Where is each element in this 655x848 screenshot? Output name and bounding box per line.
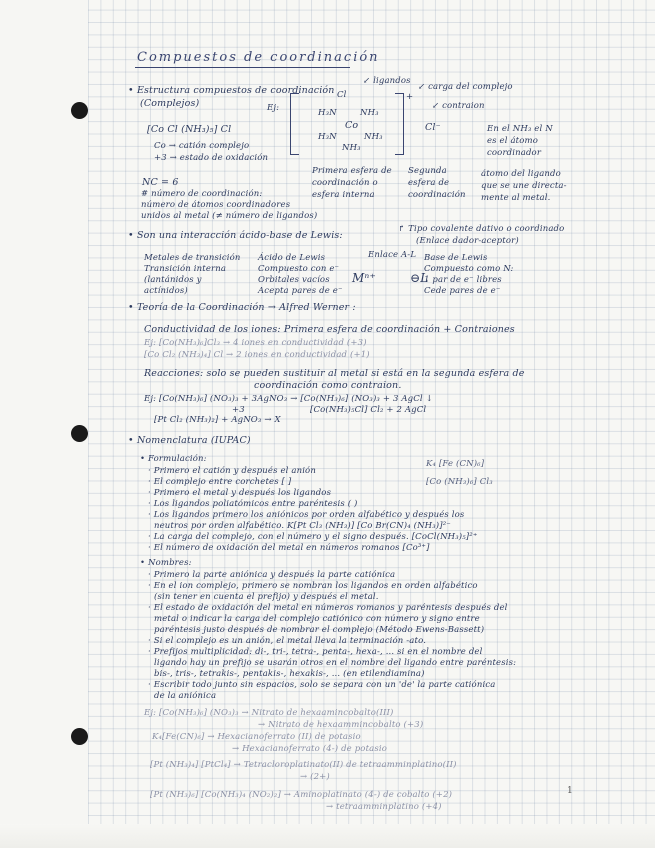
formulation-heading: • Formulación: bbox=[140, 454, 207, 464]
naming-rule: ligando hay un prefijo se usarán otros en el nombre del ligando entre paréntesis: bbox=[154, 658, 517, 668]
structure-bracket-right bbox=[395, 93, 404, 155]
section-heading: • Nomenclatura (IUPAC) bbox=[128, 435, 251, 446]
conductivity-example-2: [Co Cl₂ (NH₃)₄] Cl → 2 iones en conductividad (+1) bbox=[144, 350, 370, 360]
section-heading: • Teoría de la Coordinación → Alfred Werner : bbox=[128, 302, 356, 313]
base-list: 1 par de e⁻ libres bbox=[424, 275, 502, 285]
complex-charge: + bbox=[406, 92, 414, 102]
equation-1: Ej: [Co(NH₃)₆] (NO₃)₃ + 3AgNO₃ → [Co(NH₃)₆] (NO₃)₃ + 3 AgCl ↓ bbox=[144, 394, 433, 404]
formulation-rule: · La carga del complejo, con el número y el signo después. [CoCl(NH₃)₅]²⁺ bbox=[148, 532, 478, 542]
page-number: 1 bbox=[567, 786, 573, 796]
second-sphere-3: coordinación bbox=[408, 190, 466, 200]
cation-note: Co → catión complejo bbox=[154, 141, 250, 151]
naming-example: → (2+) bbox=[300, 772, 330, 782]
equation-1-charge: +3 bbox=[232, 405, 245, 415]
structure-cl: Cl bbox=[337, 90, 347, 100]
naming-example: Ej: [Co(NH₃)₆] (NO₃)₃ → Nitrato de hexaamincobalto(III) bbox=[144, 708, 394, 718]
nc-definition-2: número de átomos coordinadores bbox=[141, 200, 291, 210]
naming-example: K₄[Fe(CN)₆] → Hexacianoferrato (II) de potasio bbox=[152, 732, 361, 742]
atom-note-2: que se une directa- bbox=[481, 181, 567, 191]
formulation-rule: · Primero el catión y después el anión bbox=[148, 466, 316, 476]
metals-list: (lantánidos y bbox=[144, 275, 202, 285]
reactions-line-2: coordinación como contraion. bbox=[254, 380, 402, 391]
bond-type-1: ↱ Tipo covalente dativo o coordinado bbox=[398, 224, 565, 234]
names-heading: • Nombres: bbox=[140, 558, 192, 568]
example-label: Ej: bbox=[267, 103, 280, 113]
naming-example: → tetraamminplatino (+4) bbox=[326, 802, 442, 812]
structure-bracket-left bbox=[290, 93, 299, 155]
formulation-rule: · Primero el metal y después los ligandos bbox=[148, 488, 332, 498]
nh3-note-2: es el átomo bbox=[487, 136, 538, 146]
metals-list: actínidos) bbox=[144, 286, 188, 296]
base-list: Cede pares de e⁻ bbox=[424, 286, 501, 296]
section-subheading: (Complejos) bbox=[140, 98, 200, 109]
naming-example: [Pt (NH₃)₄] [PtCl₄] → Tetracloroplatinato(II) de tetraamminplatino(II) bbox=[150, 760, 457, 770]
acid-list: Ácido de Lewis bbox=[258, 253, 326, 263]
naming-example: → Nitrato de hexaammincobalto (+3) bbox=[258, 720, 424, 730]
first-sphere-3: esfera interna bbox=[312, 190, 375, 200]
formulation-example: [Co (NH₃)₆] Cl₃ bbox=[426, 477, 493, 487]
nc-definition-1: # número de coordinación: bbox=[141, 189, 263, 199]
second-sphere-2: esfera de bbox=[408, 178, 450, 188]
naming-rule: · En el ion complejo, primero se nombran los ligandos en orden alfabético bbox=[148, 581, 478, 591]
first-sphere-1: Primera esfera de bbox=[312, 166, 392, 176]
structure-co: Co bbox=[345, 120, 359, 131]
formulation-rule: · Los ligandos primero los aniónicos por orden alfabético y después los bbox=[148, 510, 465, 520]
formulation-rule: · Los ligandos poliatómicos entre paréntesis ( ) bbox=[148, 499, 358, 509]
bond-label: Enlace A-L bbox=[368, 250, 417, 260]
metals-list: Metales de transición bbox=[144, 253, 241, 263]
naming-rule: bis-, tris-, tetrakis-, pentakis-, hexakis-, ... (en etilendiamina) bbox=[154, 669, 425, 679]
reactions-line: Reacciones: solo se pueden sustituir al metal si está en la segunda esfera de bbox=[144, 368, 525, 379]
structure-nh3-top: NH₃ bbox=[360, 108, 379, 118]
structure-h3n-top: H₃N bbox=[318, 108, 337, 118]
base-list: Base de Lewis bbox=[424, 253, 488, 263]
nh3-note-1: En el NH₃ el N bbox=[487, 124, 553, 134]
oxidation-note: +3 → estado de oxidación bbox=[154, 153, 269, 163]
first-sphere-2: coordinación o bbox=[312, 178, 378, 188]
bond-type-2: (Enlace dador-aceptor) bbox=[416, 236, 519, 246]
naming-rule: · Primero la parte aniónica y después la parte catiónica bbox=[148, 570, 396, 580]
structure-nh3-bottom: NH₃ bbox=[342, 143, 361, 153]
naming-rule: metal o indicar la carga del complejo catiónico con número y signo entre bbox=[154, 614, 480, 624]
nc-definition-3: unidos al metal (≠ número de ligandos) bbox=[141, 211, 318, 221]
nh3-note-3: coordinador bbox=[487, 148, 542, 158]
ligand-symbol: ⊖L bbox=[410, 271, 429, 285]
structure-nh3: NH₃ bbox=[364, 132, 383, 142]
naming-example: [Pt (NH₃)₆] [Co(NH₃)₄ (NO₂)₂] → Aminoplatinato (4-) de cobalto (+2) bbox=[150, 790, 453, 800]
structure-h3n: H₃N bbox=[318, 132, 337, 142]
atom-note-1: átomo del ligando bbox=[481, 169, 561, 179]
conductivity-line: Conductividad de los iones: Primera esfera de coordinación + Contraiones bbox=[144, 324, 515, 335]
acid-list: Compuesto con e⁻ bbox=[258, 264, 340, 274]
conductivity-example-1: Ej: [Co(NH₃)₆]Cl₃ → 4 iones en conductividad (+3) bbox=[144, 338, 367, 348]
page-bottom-edge bbox=[0, 824, 655, 848]
section-heading: • Son una interacción ácido-base de Lewis: bbox=[128, 230, 343, 241]
base-list: Compuesto como N: bbox=[424, 264, 514, 274]
binder-hole bbox=[71, 102, 88, 119]
naming-rule: · Escribir todo junto sin espacios, solo se separa con un 'de' la parte catiónica bbox=[148, 680, 496, 690]
naming-rule: · Prefijos multiplicidad: di-, tri-, tetra-, penta-, hexa-, ... si en el nombre del bbox=[148, 647, 483, 657]
coordination-number: NC = 6 bbox=[142, 177, 179, 188]
section-heading: • Estructura compuestos de coordinación bbox=[128, 85, 335, 96]
label-contraion: ↙ contraion bbox=[432, 101, 485, 111]
naming-example: → Hexacianoferrato (4-) de potasio bbox=[232, 744, 387, 754]
label-carga: ↙ carga del complejo bbox=[418, 82, 513, 92]
naming-rule: · El estado de oxidación del metal en números romanos y paréntesis después del bbox=[148, 603, 508, 613]
second-sphere-1: Segunda bbox=[408, 166, 447, 176]
formulation-example: K₄ [Fe (CN)₆] bbox=[426, 459, 485, 469]
formulation-rule: · El complejo entre corchetes [ ] bbox=[148, 477, 292, 487]
page-margin bbox=[0, 0, 88, 848]
metals-list: Transición interna bbox=[144, 264, 227, 274]
acid-list: Acepta pares de e⁻ bbox=[258, 286, 343, 296]
binder-hole bbox=[71, 425, 88, 442]
complex-formula: [Co Cl (NH₃)₅] Cl bbox=[147, 124, 232, 135]
page-title: Compuestos de coordinación bbox=[137, 50, 380, 65]
naming-rule: (sin tener en cuenta el prefijo) y después el metal. bbox=[154, 592, 379, 602]
acid-list: Orbitales vacíos bbox=[258, 275, 330, 285]
atom-note-3: mente al metal. bbox=[481, 193, 551, 203]
naming-rule: paréntesis justo después de nombrar el complejo (Método Ewens-Bassett) bbox=[154, 625, 485, 635]
label-ligandos: ↙ ligandos bbox=[363, 76, 411, 86]
naming-rule: de la aniónica bbox=[154, 691, 217, 701]
naming-rule: · Si el complejo es un anión, el metal lleva la terminación -ato. bbox=[148, 636, 427, 646]
equation-2-products: [Co(NH₃)₅Cl] Cl₂ + 2 AgCl bbox=[310, 405, 427, 415]
equation-2: [Pt Cl₂ (NH₃)₂] + AgNO₃ → X bbox=[154, 415, 281, 425]
formulation-rule: · El número de oxidación del metal en números romanos [Co³⁺] bbox=[148, 543, 430, 553]
title-underline bbox=[135, 67, 350, 68]
binder-hole bbox=[71, 728, 88, 745]
formulation-rule: neutros por orden alfabético. K[Pt Cl₃ (NH₃)] [Co Br(CN)₄ (NH₃)]²⁻ bbox=[154, 521, 451, 531]
metal-symbol: Mⁿ⁺ bbox=[352, 271, 376, 285]
counter-ion: Cl⁻ bbox=[425, 122, 441, 133]
